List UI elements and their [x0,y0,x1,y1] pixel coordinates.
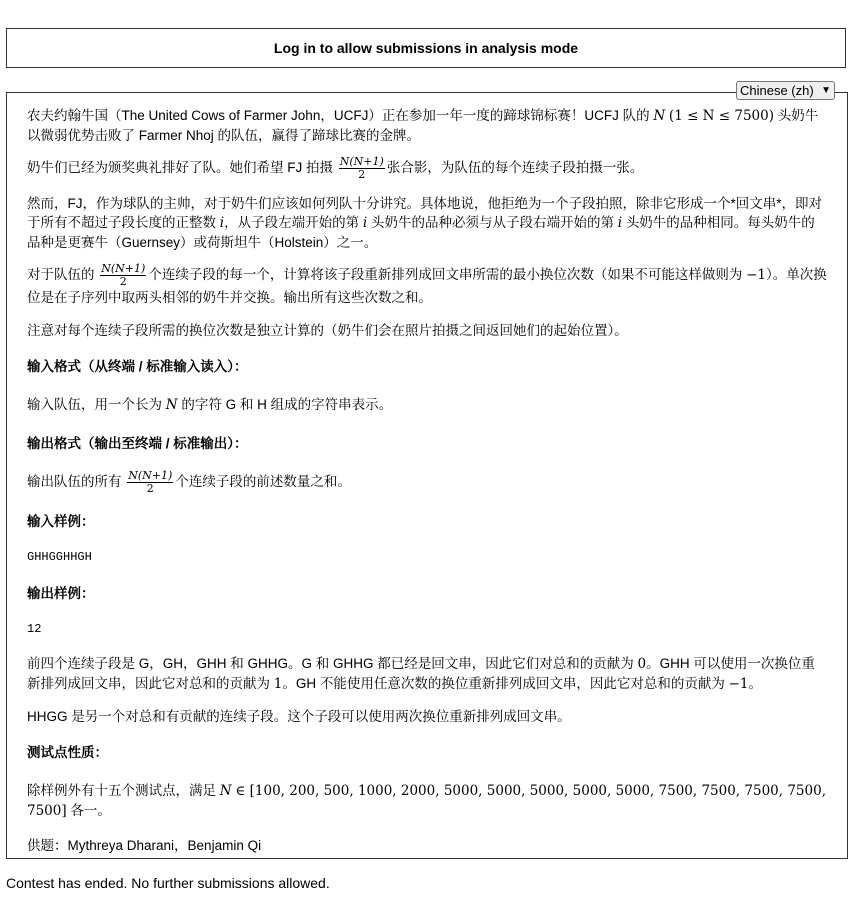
fraction-num: N(N+1) [339,155,384,168]
text: 各一。 [70,803,111,818]
fraction-n-n-plus-1-over-2 [339,156,385,181]
fraction-den: 2 [358,168,366,181]
text: 的字符 G 和 H 组成的字符串表示。 [181,397,393,412]
math-neg-one: −1 [728,676,749,692]
language-select[interactable] [736,81,835,100]
math-range: (1 ≤ N ≤ 7500) [668,108,775,124]
text: 前四个连续子段是 G，GH，GHH 和 GHHG。G 和 GHHG 都已经是回文串，因此它们对总和的贡献为 [27,656,634,671]
paragraph-note [27,321,827,340]
output-format-text [27,470,827,495]
language-select-value: Chinese (zh) [740,83,814,98]
fraction-n-n-plus-1-over-2 [127,470,173,495]
login-banner[interactable] [6,28,846,68]
paragraph-palindrome [27,194,827,252]
fraction-den: 2 [146,482,154,495]
text: 个连续子段的每一个，计算将该子段重新排列成回文串所需的最小换位次数（如果不可能这样做则为 [148,267,743,283]
text: 奶牛们已经为颁奖典礼排好了队。她们希望 FJ 拍摄 [27,160,333,176]
math-i: i [617,215,623,231]
text: 个连续子段的前述数量之和。 [175,474,351,490]
paragraph-task [27,263,827,307]
credits: 供题：Mythreya Dharani，Benjamin Qi [27,838,262,853]
explanation-1 [27,654,827,694]
math-n: N [219,783,232,799]
math-i: i [362,215,368,231]
text: 头奶牛以微弱优势击败了 Farmer Nhoj 的队伍，赢得了蹄球比赛的金牌。 [27,108,819,143]
sample-output: 12 [27,622,42,636]
output-format-heading: 输出格式（输出至终端 / 标准输出）： [27,436,248,451]
text: 张合影，为队伍的每个连续子段拍摄一张。 [386,160,644,176]
fraction-den: 2 [119,275,127,288]
text: 农夫约翰牛国（The United Cows of Farmer John，UCFJ）正在参加一年一度的蹄球锦标赛！UCFJ 队的 [27,108,650,123]
text: 输出队伍的所有 [27,474,122,490]
text: 注意对每个连续子段所需的换位次数是独立计算的（奶牛们会在照片拍摄之间返回她们的起始位置）。 [27,323,628,338]
math-neg-one: −1 [746,267,766,284]
input-format-heading: 输入格式（从终端 / 标准输入读入）： [27,359,248,374]
sample-input-heading: 输入样例： [27,514,95,529]
text: 。 [748,676,763,691]
fraction-num: N(N+1) [128,469,173,482]
text: 。GH 不能使用任意次数的换位重新排列成回文串，因此它对总和的贡献为 [282,676,725,691]
test-cases-text [27,781,827,821]
login-banner-text: Log in to allow submissions in analysis mode [273,40,579,56]
paragraph-intro [27,106,827,145]
text: 头奶牛的品种相同。每头奶牛的品种是更赛牛（Guernsey）或荷斯坦牛（Holstein）之一。 [27,215,815,250]
paragraph-photos [27,156,827,181]
sample-output-heading: 输出样例： [27,586,95,601]
text: HHGG 是另一个对总和有贡献的连续子段。这个子段可以使用两次换位重新排列成回文串。 [27,709,571,724]
math-i: i [219,215,225,231]
math-test-set: ∈ [100, 200, 500, 1000, 2000, 5000, 5000, 5000, 5000, 5000, 7500, 7500, 7500, 7500, 7500] [27,783,826,819]
explanation-2 [27,707,827,726]
sample-input: GHHGGHHGH [27,550,92,564]
math-n: N [165,397,178,413]
fraction-n-n-plus-1-over-2 [100,263,146,288]
text: ）。单次换位是在子序列中取两头相邻的奶牛并交换。输出所有这些次数之和。 [27,267,827,305]
text: 头奶牛的品种必须与从子段右端开始的第 [370,215,614,230]
math-n: N [653,108,666,124]
chevron-down-icon: ▼ [821,85,831,96]
contest-ended-notice: Contest has ended. No further submissions allowed. [6,875,330,891]
problem-statement [6,92,848,859]
input-format-text [27,395,827,415]
text: 。GHH 可以使用一次换位重新排列成回文串，因此它对总和的贡献为 [27,656,815,691]
text: 输入队伍，用一个长为 [27,397,162,412]
math-one: 1 [273,676,283,692]
test-cases-heading: 测试点性质： [27,745,108,760]
math-zero: 0 [637,656,647,672]
text: 对于队伍的 [27,267,95,283]
fraction-num: N(N+1) [101,262,146,275]
text: 然而，FJ，作为球队的主帅，对于奶牛们应该如何列队十分讲究。具体地说，他拒绝为一个子段拍照，除非它形成一个*回文串*，即对于所有不超过子段长度的正整数 [27,196,823,230]
text: 除样例外有十五个测试点，满足 [27,783,216,798]
text: ，从子段左端开始的第 [224,215,360,230]
